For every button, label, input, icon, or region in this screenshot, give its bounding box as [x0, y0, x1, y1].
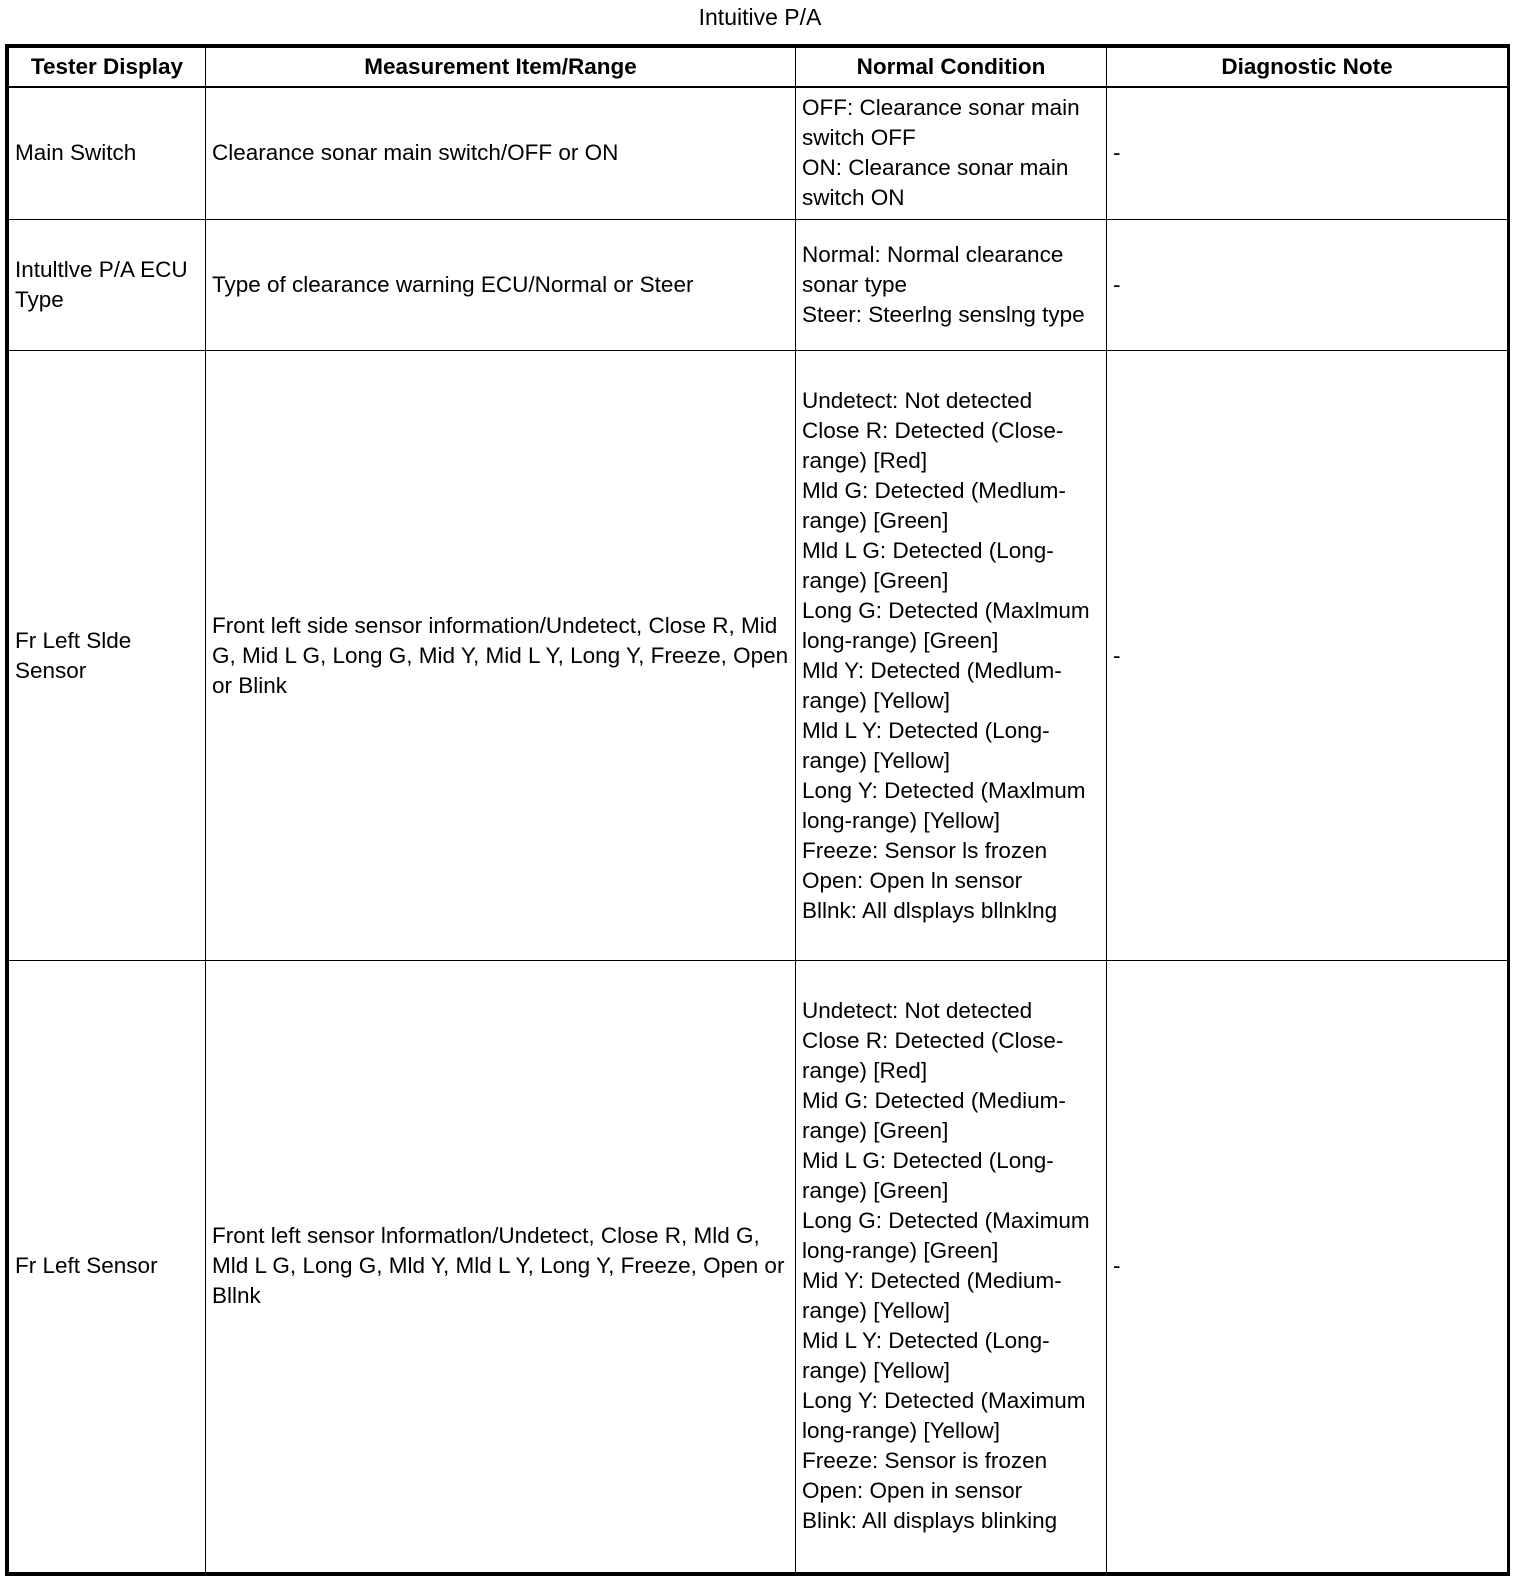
cell-normal-condition	[796, 87, 1107, 219]
condition-line: Long Y: Detected (Maxlmum long-range) [Yellow]	[802, 777, 1086, 833]
table-row	[9, 351, 1508, 960]
cell-tester-display: Intultlve P/A ECU Type	[9, 219, 206, 350]
condition-line: Bllnk: All dlsplays bllnklng	[802, 897, 1058, 923]
condition-line: Mld L G: Detected (Long-range) [Green]	[802, 537, 1054, 593]
cell-normal-condition	[796, 219, 1107, 350]
condition-line: ON: Clearance sonar main switch ON	[802, 155, 1069, 211]
table-row	[9, 219, 1508, 350]
condition-line: Open: Open ln sensor	[802, 867, 1023, 893]
condition-line: Freeze: Sensor is frozen	[802, 1448, 1048, 1474]
cell-diagnostic-note: -	[1107, 351, 1508, 960]
condition-line: Long G: Detected (Maxlmum long-range) [Green]	[802, 597, 1090, 653]
header-tester-display: Tester Display	[9, 48, 206, 88]
condition-line: Undetect: Not detected	[802, 998, 1033, 1024]
cell-diagnostic-note: -	[1107, 960, 1508, 1572]
condition-line: Long G: Detected (Maximum long-range) [Green]	[802, 1208, 1090, 1264]
cell-normal-condition	[796, 351, 1107, 960]
cell-normal-condition	[796, 960, 1107, 1572]
document-title: Intuitive P/A	[698, 4, 822, 30]
table-header-row	[9, 48, 1508, 88]
condition-line: Blink: All displays blinking	[802, 1508, 1058, 1534]
condition-line: Mld Y: Detected (Medlum-range) [Yellow]	[802, 657, 1062, 713]
condition-line: Normal: Normal clearance sonar type	[802, 242, 1064, 298]
cell-diagnostic-note: -	[1107, 219, 1508, 350]
cell-tester-display: Main Switch	[9, 87, 206, 219]
condition-line: Mld G: Detected (Medlum-range) [Green]	[802, 477, 1066, 533]
table-row	[9, 87, 1508, 219]
cell-diagnostic-note: -	[1107, 87, 1508, 219]
cell-tester-display: Fr Left Slde Sensor	[9, 351, 206, 960]
condition-line: Close R: Detected (Close-range) [Red]	[802, 417, 1064, 473]
data-table-container	[5, 44, 1510, 1576]
cell-measurement: Clearance sonar main switch/OFF or ON	[206, 87, 796, 219]
condition-line: Freeze: Sensor ls frozen	[802, 837, 1048, 863]
table-row	[9, 960, 1508, 1572]
condition-line: Steer: Steerlng senslng type	[802, 302, 1085, 328]
data-table	[8, 47, 1508, 1573]
condition-line: Mld L Y: Detected (Long-range) [Yellow]	[802, 717, 1050, 773]
condition-line: Long Y: Detected (Maximum long-range) [Yellow]	[802, 1388, 1086, 1444]
header-diagnostic-note: Diagnostic Note	[1107, 48, 1508, 88]
condition-line: Mid Y: Detected (Medium-range) [Yellow]	[802, 1268, 1062, 1324]
cell-measurement: Type of clearance warning ECU/Normal or Steer	[206, 219, 796, 350]
condition-line: Open: Open in sensor	[802, 1478, 1023, 1504]
condition-line: Mid L Y: Detected (Long-range) [Yellow]	[802, 1328, 1050, 1384]
condition-line: Mid G: Detected (Medium-range) [Green]	[802, 1088, 1066, 1144]
cell-measurement: Front left side sensor information/Undetect, Close R, Mid G, Mid L G, Long G, Mid Y, Mid L Y, Long Y, Freeze, Open or Blink	[206, 351, 796, 960]
condition-line: Close R: Detected (Close-range) [Red]	[802, 1028, 1064, 1084]
cell-measurement: Front left sensor lnformatlon/Undetect, Close R, Mld G, Mld L G, Long G, Mld Y, Mld L Y, Long Y, Freeze, Open or Bllnk	[206, 960, 796, 1572]
condition-line: OFF: Clearance sonar main switch OFF	[802, 95, 1080, 151]
header-measurement-item: Measurement Item/Range	[206, 48, 796, 88]
header-normal-condition: Normal Condition	[796, 48, 1107, 88]
condition-line: Mid L G: Detected (Long-range) [Green]	[802, 1148, 1054, 1204]
cell-tester-display: Fr Left Sensor	[9, 960, 206, 1572]
condition-line: Undetect: Not detected	[802, 387, 1033, 413]
